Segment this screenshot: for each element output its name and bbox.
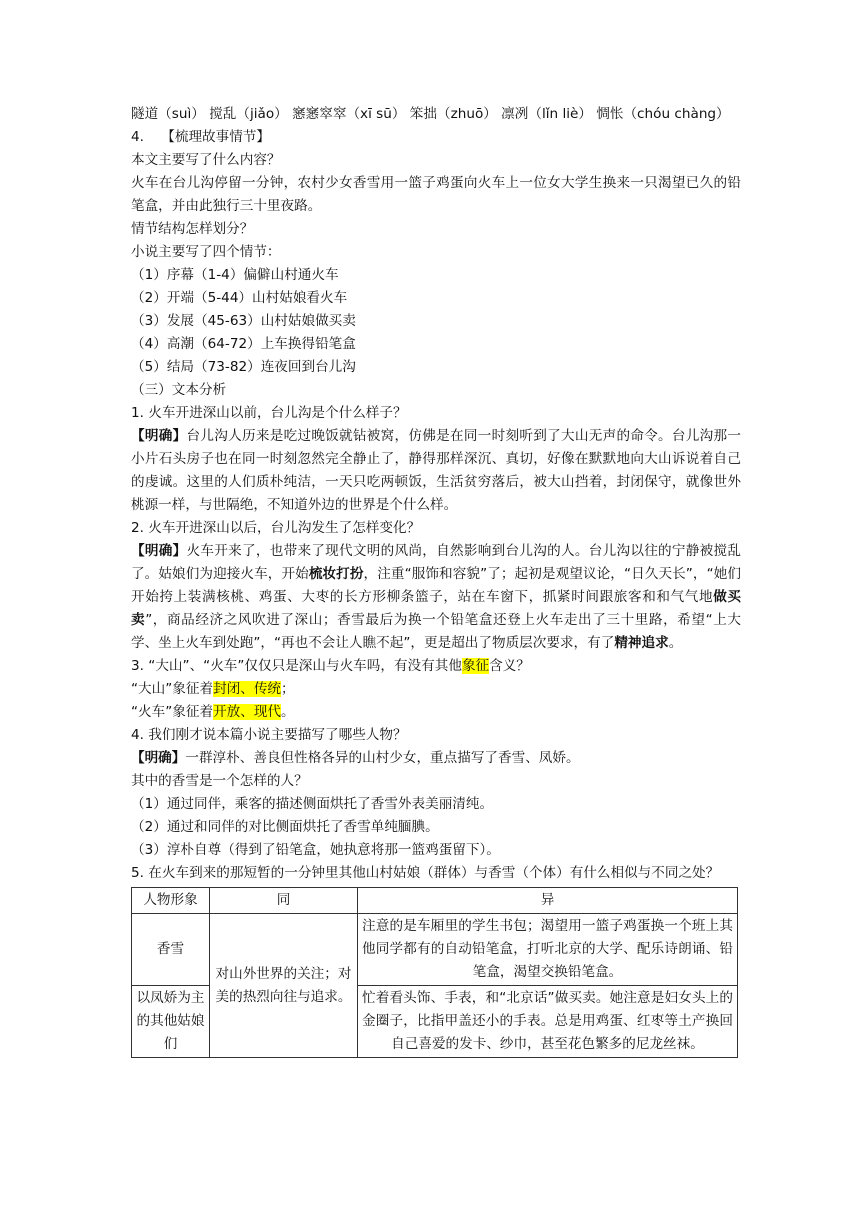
symbol-line-mountain xyxy=(131,678,741,701)
section-number: 4. xyxy=(131,129,144,145)
symbol-text: 。 xyxy=(281,704,295,720)
same-cell: 对山外世界的关注；对美的热烈向往与追求。 xyxy=(210,914,358,1058)
answer-tag: 【明确】 xyxy=(131,428,187,444)
section-title: 【梳理故事情节】 xyxy=(161,129,271,145)
table-header-cell: 同 xyxy=(210,888,358,914)
symbol-text: “火车”象征着 xyxy=(131,704,214,720)
character-cell: 香雪 xyxy=(132,914,210,986)
answer-text: ”，商品经济之风吹进了深山；香雪最后为换一个铅笔盒还登上火车走出了三十里路，希望“上大学、坐上火车到处跑”，“再也不会让人瞧不起”，更是超出了物质层次要求，有了 xyxy=(131,612,742,651)
answer-text: ，注重“服饰和容貌”了；起初是观望议论，“日久天长”，“她们开始挎上装满核桃、鸡蛋、大枣的长方形柳条篮子，站在车窗下，抓紧时间跟旅客和和气气地 xyxy=(131,566,742,605)
answer-text: 。 xyxy=(668,635,683,651)
answer-2 xyxy=(131,540,741,655)
answer-text: 一群淳朴、善良但性格各异的山村少女，重点描写了香雪、凤娇。 xyxy=(185,750,580,766)
trait-item: （2）通过和同伴的对比侧面烘托了香雪单纯腼腆。 xyxy=(131,819,439,835)
answer-tag: 【明确】 xyxy=(131,543,187,559)
difference-cell: 忙着看头饰、手表，和“北京话”做买卖。她注意是妇女头上的金圈子，比指甲盖还小的手表。总是用鸡蛋、红枣等土产换回自己喜爱的发卡、纱巾，甚至花色繁多的尼龙丝袜。 xyxy=(358,986,738,1058)
trait-item: （1）通过同伴，乘客的描述侧面烘托了香雪外表美丽清纯。 xyxy=(131,796,494,812)
answer-content: 火车在台儿沟停留一分钟，农村少女香雪用一篮子鸡蛋向火车上一位女大学生换来一只渴望已久的铅笔盒，并由此独行三十里夜路。 xyxy=(131,175,741,214)
plot-item: （5）结局（73-82）连夜回到台儿沟 xyxy=(131,359,356,375)
pinyin-line: 隧道（suì） 搅乱（jiǎo） 窸窸窣窣（xī sū） 笨拙（zhuō） 凛冽（lǐn liè） 惆怅（chóu chàng） xyxy=(131,106,730,122)
question-content: 本文主要写了什么内容？ xyxy=(131,152,281,168)
answer-1 xyxy=(131,425,741,517)
plot-item: （4）高潮（64-72）上车换得铅笔盒 xyxy=(131,336,356,352)
highlight-term: 开放、现代 xyxy=(213,704,282,720)
section-heading-analysis: （三）文本分析 xyxy=(131,382,227,398)
answer-structure: 小说主要写了四个情节： xyxy=(131,244,281,260)
plot-item: （3）发展（45-63）山村姑娘做买卖 xyxy=(131,313,356,329)
symbol-text: ； xyxy=(281,681,295,697)
question-text: 3. “大山”、“火车”仅仅只是深山与火车吗，有没有其他 xyxy=(131,658,462,674)
answer-text: 台儿沟人历来是吃过晚饭就钻被窝，仿佛是在同一时刻听到了大山无声的命令。台儿沟那一小片石头房子也在同一时刻忽然完全静止了，静得那样深沉、真切，好像在默默地向大山诉说着自己的虔诚。这里的人们质朴纯洁，一天只吃两顿饭，生活贫穷落后，被大山挡着，封闭保守，就像世外桃源一样，与世隔绝，不知道外边的世界是个什么样。 xyxy=(131,428,742,513)
question-text: 含义？ xyxy=(489,658,530,674)
character-cell: 以凤娇为主的其他姑娘们 xyxy=(132,986,210,1058)
question-3 xyxy=(131,655,741,678)
highlight-term: 封闭、传统 xyxy=(213,681,282,697)
bold-term: 做买卖 xyxy=(131,589,741,628)
comparison-table xyxy=(131,887,738,1058)
document-body xyxy=(131,103,741,1058)
question-1: 1. 火车开进深山以前，台儿沟是个什么样子？ xyxy=(131,405,407,421)
trait-item: （3）淳朴自尊（得到了铅笔盒，她执意将那一篮鸡蛋留下）。 xyxy=(131,842,500,858)
answer-text: 火车开来了，也带来了现代文明的风尚，自然影响到台儿沟的人。台儿沟以往的宁静被搅乱了。姑娘们为迎接火车，开始 xyxy=(131,543,742,582)
answer-4 xyxy=(131,747,741,770)
question-4b: 其中的香雪是一个怎样的人？ xyxy=(131,773,308,789)
highlight-term: 象征 xyxy=(461,658,490,674)
question-2: 2. 火车开进深山以后，台儿沟发生了怎样变化？ xyxy=(131,520,421,536)
symbol-text: “大山”象征着 xyxy=(131,681,214,697)
plot-item: （1）序幕（1-4）偏僻山村通火车 xyxy=(131,267,339,283)
plot-item: （2）开端（5-44）山村姑娘看火车 xyxy=(131,290,348,306)
table-header-row xyxy=(132,888,738,914)
question-structure: 情节结构怎样划分？ xyxy=(131,221,254,237)
answer-tag: 【明确】 xyxy=(131,750,186,766)
symbol-line-train xyxy=(131,701,741,724)
bold-term: 梳妆打扮 xyxy=(308,566,364,582)
bold-term: 精神追求 xyxy=(614,635,669,651)
question-4: 4. 我们刚才说本篇小说主要描写了哪些人物？ xyxy=(131,727,407,743)
table-header-cell: 异 xyxy=(358,888,738,914)
section-heading-plot xyxy=(131,126,741,149)
difference-cell: 注意的是车厢里的学生书包；渴望用一篮子鸡蛋换一个班上其他同学都有的自动铅笔盒，打听北京的大学、配乐诗朗诵、铅笔盒，渴望交换铅笔盒。 xyxy=(358,914,738,986)
table-header-cell: 人物形象 xyxy=(132,888,210,914)
table-row xyxy=(132,914,738,986)
question-5: 5. 在火车到来的那短暂的一分钟里其他山村姑娘（群体）与香雪（个体）有什么相似与不同之处？ xyxy=(131,865,720,881)
